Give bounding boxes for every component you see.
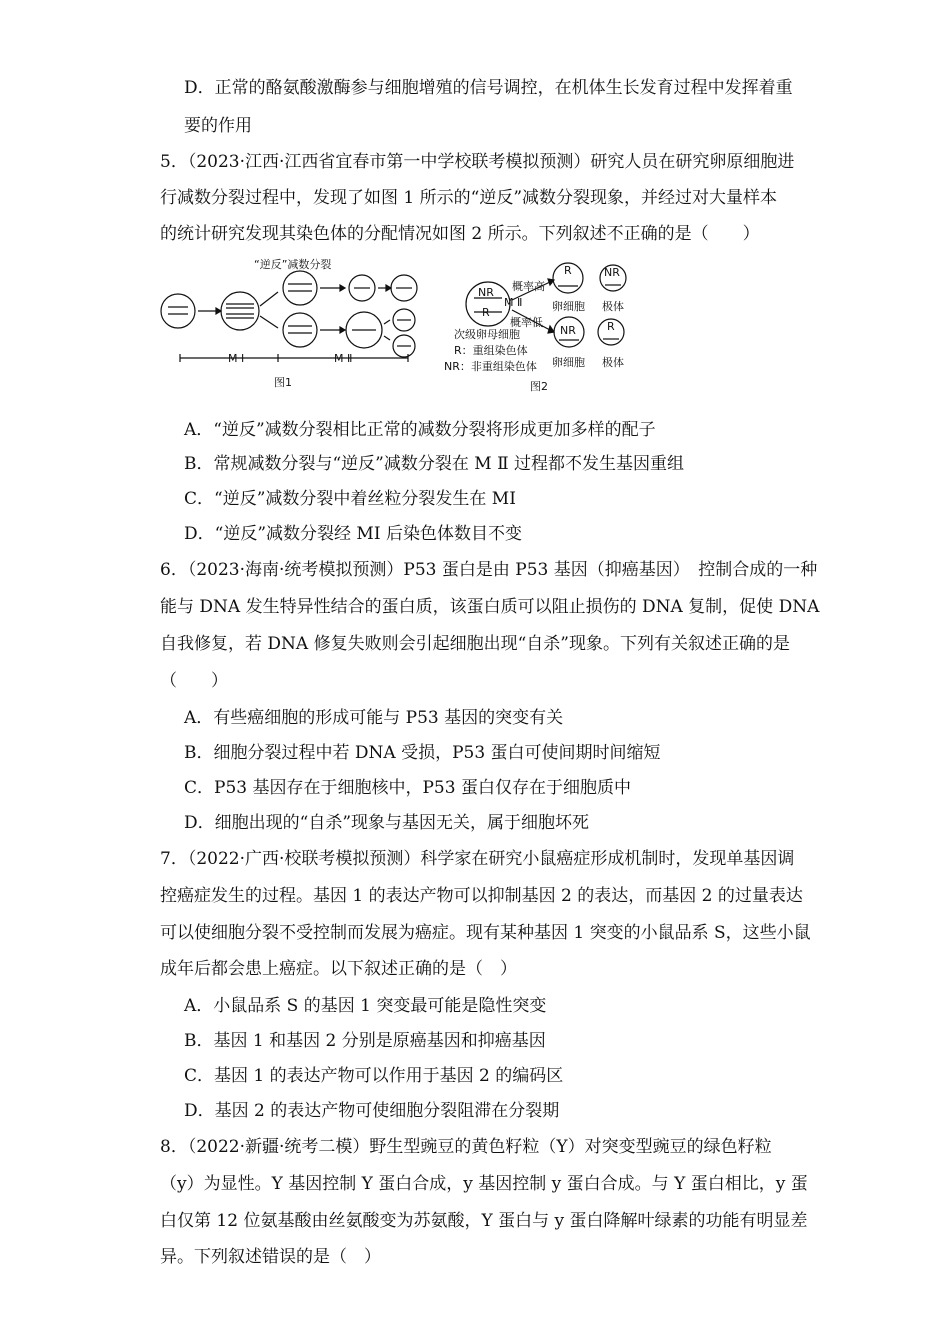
q6-option-b: B．细胞分裂过程中若 DNA 受损，P53 蛋白可使间期时间缩短 xyxy=(184,743,661,763)
q5-option-b: B．常规减数分裂与“逆反”减数分裂在 M Ⅱ 过程都不发生基因重组 xyxy=(184,454,685,474)
figure1 xyxy=(161,271,417,362)
q5-figure-svg xyxy=(158,254,648,400)
q7-option-d: D．基因 2 的表达产物可使细胞分裂阻滞在分裂期 xyxy=(184,1101,560,1121)
q7-option-c: C．基因 1 的表达产物可以作用于基因 2 的编码区 xyxy=(184,1066,564,1086)
figure2-nr-egg: NR xyxy=(560,324,576,337)
q8-stem-line2: （y）为显性。Y 基因控制 Y 蛋白合成，y 基因控制 y 蛋白合成。与 Y 蛋白相比，y 蛋 xyxy=(160,1174,808,1194)
q8-stem-line1: 8．（2022·新疆·统考二模）野生型豌豆的黄色籽粒（Y）对突变型豌豆的绿色籽粒 xyxy=(160,1137,772,1157)
q4-option-d-line2: 要的作用 xyxy=(184,116,252,136)
figure1-mi-label: M I xyxy=(228,352,245,365)
figure2-r-left: R xyxy=(482,306,490,319)
figure2-low-label: 概率低 xyxy=(510,316,543,329)
q4-option-d-line1: D．正常的酪氨酸激酶参与细胞增殖的信号调控，在机体生长发育过程中发挥着重 xyxy=(184,78,793,98)
q7-stem-line4: 成年后都会患上癌症。以下叙述正确的是（ ） xyxy=(160,959,517,979)
q7-option-a: A．小鼠品系 S 的基因 1 突变最可能是隐性突变 xyxy=(184,996,547,1016)
figure2-mii-label: M Ⅱ xyxy=(504,296,523,309)
q6-stem-line3: 自我修复，若 DNA 修复失败则会引起细胞出现“自杀”现象。下列有关叙述正确的是 xyxy=(160,634,790,654)
q5-stem-line3: 的统计研究发现其染色体的分配情况如图 2 所示。下列叙述不正确的是（ ） xyxy=(160,224,760,244)
figure1-title: “逆反”减数分裂 xyxy=(254,258,332,271)
q7-stem-line3: 可以使细胞分裂不受控制而发展为癌症。现有某种基因 1 突变的小鼠品系 S，这些小鼠 xyxy=(160,923,811,943)
q6-option-c: C．P53 基因存在于细胞核中，P53 蛋白仅存在于细胞质中 xyxy=(184,778,631,798)
figure2-polar-top: 极体 xyxy=(602,300,624,313)
q6-stem-line4: （ ） xyxy=(160,671,228,691)
q6-stem-line2: 能与 DNA 发生特异性结合的蛋白质，该蛋白质可以阻止损伤的 DNA 复制，促使 DNA xyxy=(160,597,820,617)
figure2-nr-polar: NR xyxy=(604,266,620,279)
q8-stem-line3: 白仅第 12 位氨基酸由丝氨酸变为苏氨酸，Y 蛋白与 y 蛋白降解叶绿素的功能有明显差 xyxy=(160,1211,808,1231)
q5-option-c: C．“逆反”减数分裂中着丝粒分裂发生在 MI xyxy=(184,489,516,509)
figure1-mii-label: M Ⅱ xyxy=(334,352,353,365)
figure1-caption: 图1 xyxy=(274,376,292,389)
figure2-egg-top: 卵细胞 xyxy=(552,300,585,313)
figure2-polar-bottom: 极体 xyxy=(602,356,624,369)
q5-stem-line1: 5．（2023·江西·江西省宜春市第一中学校联考模拟预测）研究人员在研究卵原细胞进 xyxy=(160,152,795,172)
q7-stem-line1: 7．（2022·广西·校联考模拟预测）科学家在研究小鼠癌症形成机制时，发现单基因调 xyxy=(160,849,795,869)
q5-stem-line2: 行减数分裂过程中，发现了如图 1 所示的“逆反”减数分裂现象，并经过对大量样本 xyxy=(160,188,778,208)
figure2-egg-bottom: 卵细胞 xyxy=(552,356,585,369)
q5-option-a: A．“逆反”减数分裂相比正常的减数分裂将形成更加多样的配子 xyxy=(184,420,656,440)
figure2-secondary-label: 次级卵母细胞 xyxy=(454,328,520,341)
q5-option-d: D．“逆反”减数分裂经 MI 后染色体数目不变 xyxy=(184,524,522,544)
q8-stem-line4: 异。下列叙述错误的是（ ） xyxy=(160,1247,381,1267)
figure2-high-label: 概率高 xyxy=(512,280,545,293)
figure2-legend-r: R：重组染色体 xyxy=(454,344,528,357)
q6-option-d: D．细胞出现的“自杀”现象与基因无关，属于细胞坏死 xyxy=(184,813,590,833)
figure2-legend-nr: NR：非重组染色体 xyxy=(444,360,537,373)
figure2-nr-top: NR xyxy=(478,286,494,299)
q6-stem-line1: 6．（2023·海南·统考模拟预测）P53 蛋白是由 P53 基因（抑癌基因） 控制合成的一种 xyxy=(160,560,818,580)
figure2-r-polar: R xyxy=(607,320,615,333)
q6-option-a: A．有些癌细胞的形成可能与 P53 基因的突变有关 xyxy=(184,708,564,728)
q7-stem-line2: 控癌症发生的过程。基因 1 的表达产物可以抑制基因 2 的表达，而基因 2 的过量表达 xyxy=(160,886,803,906)
q5-figure xyxy=(158,254,648,400)
figure2-caption: 图2 xyxy=(530,380,548,393)
q7-option-b: B．基因 1 和基因 2 分别是原癌基因和抑癌基因 xyxy=(184,1031,546,1051)
figure2-r-egg: R xyxy=(564,264,572,277)
